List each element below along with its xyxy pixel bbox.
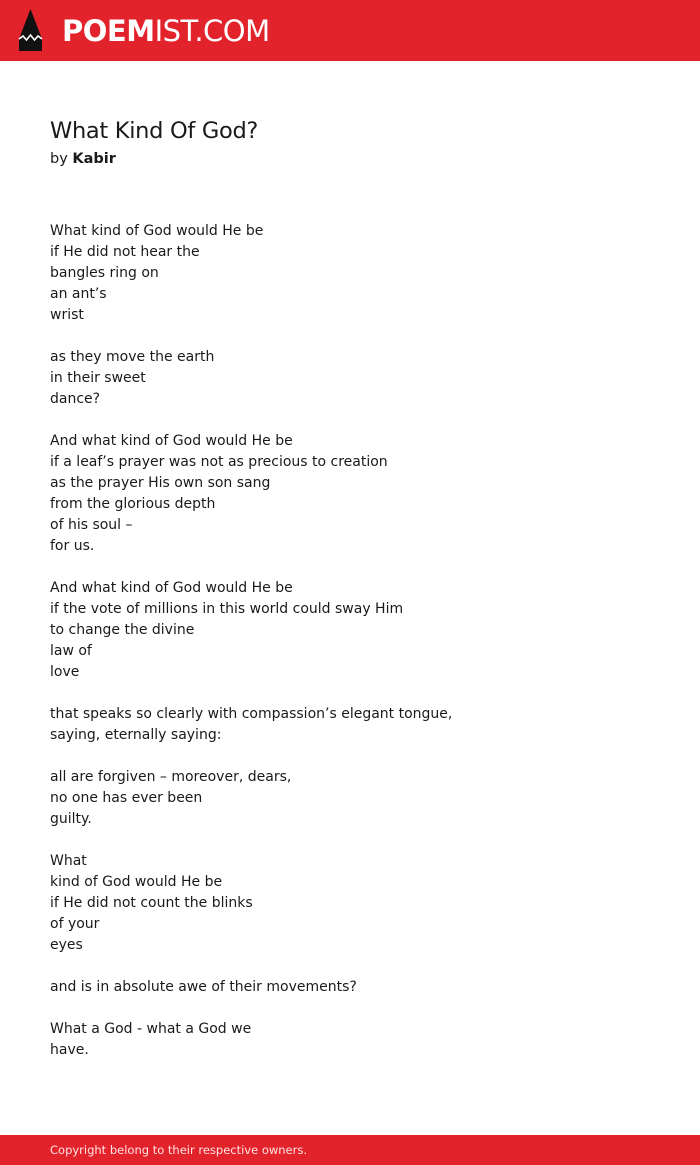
poem-line: And what kind of God would He be xyxy=(50,433,293,449)
stanza-break xyxy=(50,956,670,977)
poem-content xyxy=(50,113,670,1061)
logo-light-text: IST.COM xyxy=(154,14,270,48)
poem-line: guilty. xyxy=(50,811,92,827)
poem-line: and is in absolute awe of their movements? xyxy=(50,979,357,995)
poem-line: if the vote of millions in this world could sway Him xyxy=(50,601,404,617)
logo-bold-text: POEM xyxy=(62,14,155,48)
poem-line: if a leaf’s prayer was not as precious to creation xyxy=(50,454,388,470)
poem-line: What a God - what a God we xyxy=(50,1021,252,1037)
poem-line: as they move the earth xyxy=(50,349,215,365)
stanza-break xyxy=(50,326,670,347)
poem-line: of his soul – xyxy=(50,517,133,533)
poem-line: as the prayer His own son sang xyxy=(50,475,271,491)
stanza-break xyxy=(50,998,670,1019)
poem-line: have. xyxy=(50,1042,89,1058)
poem-line: if He did not count the blinks xyxy=(50,895,253,911)
poem-line: kind of God would He be xyxy=(50,874,223,890)
poem-line: What kind of God would He be xyxy=(50,223,264,239)
poem-line: wrist xyxy=(50,307,84,323)
poem-line: saying, eternally saying: xyxy=(50,727,222,743)
poem-line: to change the divine xyxy=(50,622,195,638)
poem-line: an ant’s xyxy=(50,286,107,302)
poem-line: of your xyxy=(50,916,100,932)
stanza-break xyxy=(50,410,670,431)
stanza-break xyxy=(50,830,670,851)
by-label: by xyxy=(50,151,68,167)
poem-line: And what kind of God would He be xyxy=(50,580,293,596)
site-footer xyxy=(0,1135,700,1165)
site-logo[interactable] xyxy=(62,13,270,49)
poem-byline xyxy=(50,149,670,169)
stanza-break xyxy=(50,557,670,578)
poem-line: dance? xyxy=(50,391,101,407)
poem-author: Kabir xyxy=(72,151,116,167)
poem-title: What Kind Of God? xyxy=(50,118,259,144)
poem-line: bangles ring on xyxy=(50,265,159,281)
poem-line: if He did not hear the xyxy=(50,244,200,260)
poem-line: for us. xyxy=(50,538,95,554)
poem-line: all are forgiven – moreover, dears, xyxy=(50,769,292,785)
copyright-notice: Copyright belong to their respective owners. xyxy=(50,1143,308,1157)
pen-nib-icon[interactable] xyxy=(18,9,43,51)
poem-body xyxy=(50,221,670,1061)
stanza-break xyxy=(50,683,670,704)
poem-line: eyes xyxy=(50,937,83,953)
stanza-break xyxy=(50,746,670,767)
poem-line: love xyxy=(50,664,80,680)
poem-line: no one has ever been xyxy=(50,790,203,806)
poem-line: law of xyxy=(50,643,92,659)
poem-line: in their sweet xyxy=(50,370,146,386)
poem-line: What xyxy=(50,853,87,869)
poem-line: from the glorious depth xyxy=(50,496,216,512)
site-header xyxy=(0,0,700,61)
poem-line: that speaks so clearly with compassion’s elegant tongue, xyxy=(50,706,453,722)
